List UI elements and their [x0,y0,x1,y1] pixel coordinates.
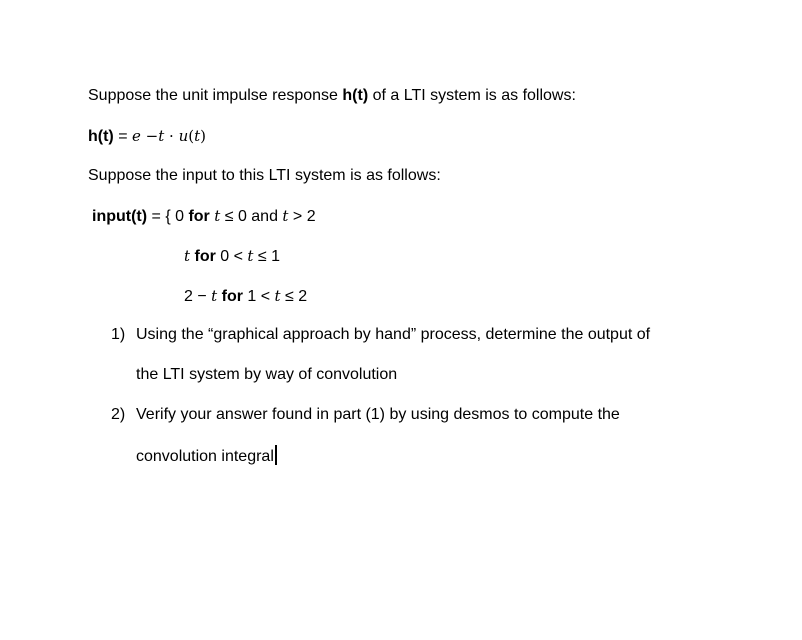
question-1-line-2: the LTI system by way of convolution [136,366,398,383]
case2-mid: 0 < [215,248,248,265]
h-equals: = [113,128,132,145]
question-2-line-2-wrap [136,445,277,467]
case2-for: for [194,248,216,265]
case3-t2: t [274,287,281,305]
case1-for: for [188,208,210,225]
h-label: h(t) [88,128,114,145]
case2-end: ≤ 1 [253,248,280,265]
case3-prefix: 2 − [184,288,212,305]
h-paren-close: ) [200,127,206,145]
case1-t2: t [282,207,289,225]
input-intro-paragraph: Suppose the input to this LTI system is as follows: [88,167,441,184]
question-2-line-2: convolution integral [136,448,274,465]
case2-t: t [184,247,191,265]
case3-t: t [211,287,218,305]
h-e: e [132,127,141,145]
question-2-number: 2) [111,406,126,423]
case2-t2: t [247,247,254,265]
h-paren-open: ( [188,127,195,145]
case1-end: > 2 [288,208,316,225]
question-1-line-1: Using the “graphical approach by hand” process, determine the output of [136,326,651,343]
input-case-2 [184,246,280,267]
case3-end: ≤ 2 [280,288,308,305]
question-1-number: 1) [111,326,126,343]
intro-h-of-t: h(t) [342,87,369,104]
question-2-line-1: Verify your answer found in part (1) by using desmos to compute the [136,406,620,423]
case1-mid: ≤ 0 and [220,208,283,225]
input-label: input(t) [92,208,148,225]
h-t: t [194,127,201,145]
intro-text-before: Suppose the unit impulse response [88,87,343,104]
input-case-3 [184,286,307,307]
case1-t1: t [214,207,221,225]
intro-paragraph [88,86,576,106]
case1-prefix: = { 0 [147,208,189,225]
h-u: u [178,127,189,145]
intro-text-after: of a LTI system is as follows: [368,87,576,104]
text-cursor [275,445,277,465]
h-dot: · [164,127,179,145]
h-definition [88,126,206,147]
case3-mid: 1 < [242,288,275,305]
h-exponent: −t [140,127,165,145]
case3-for: for [221,288,243,305]
input-case-1 [92,206,316,227]
